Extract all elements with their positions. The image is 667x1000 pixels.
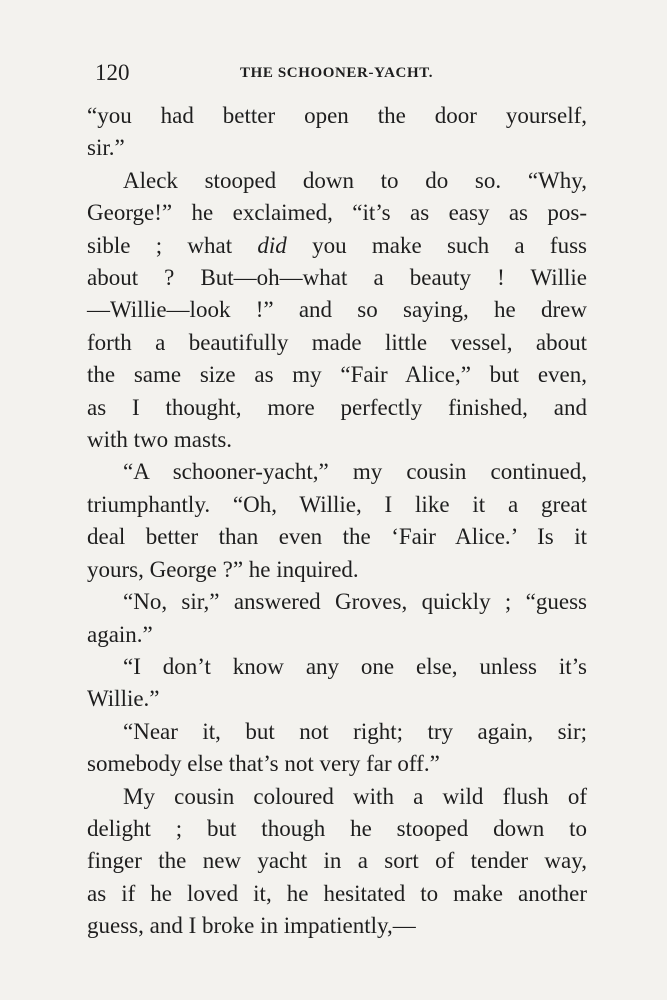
paragraph <box>87 781 587 943</box>
text-line: “you had better open the door yourself, <box>87 103 587 128</box>
paragraph <box>87 165 587 457</box>
page-number: 120 <box>95 60 130 85</box>
text-line: somebody else that’s not very far off.” <box>87 751 440 777</box>
running-title: THE SCHOONER-YACHT. <box>240 65 434 81</box>
paragraph <box>87 456 587 586</box>
paragraph <box>87 716 587 781</box>
emphasis-text: did <box>257 232 287 258</box>
paragraph <box>87 586 587 651</box>
text-line: My cousin coloured with a wild flush of <box>123 783 587 809</box>
paragraph <box>87 651 587 716</box>
text-line: sir.” <box>87 135 125 161</box>
paragraph <box>87 100 587 165</box>
text-segment: you make such a fuss <box>286 232 587 258</box>
body-text <box>87 100 587 943</box>
text-line: delight ; but though he stooped down to <box>87 815 587 841</box>
text-line: the same size as my “Fair Alice,” but even, <box>87 362 587 388</box>
text-line: about ? But—oh—what a beauty ! Willie <box>87 265 587 291</box>
text-line: yours, George ?” he inquired. <box>87 556 359 582</box>
text-line: as if he loved it, he hesitated to make another <box>87 880 587 906</box>
text-line: finger the new yacht in a sort of tender way, <box>87 848 587 874</box>
text-line: Willie.” <box>87 686 160 712</box>
text-line: forth a beautifully made little vessel, about <box>87 329 587 355</box>
text-line: —Willie—look !” and so saying, he drew <box>87 297 587 323</box>
text-line <box>87 230 587 262</box>
text-line: again.” <box>87 621 153 647</box>
text-line: triumphantly. “Oh, Willie, I like it a great <box>87 491 587 517</box>
text-line: “A schooner-yacht,” my cousin continued, <box>123 459 587 485</box>
text-line: as I thought, more perfectly finished, and <box>87 394 587 420</box>
text-line: “I don’t know any one else, unless it’s <box>123 653 587 679</box>
text-line: guess, and I broke in impatiently,— <box>87 913 416 939</box>
text-segment: sible ; what <box>87 232 258 258</box>
text-line: George!” he exclaimed, “it’s as easy as pos- <box>87 200 587 226</box>
text-line: “No, sir,” answered Groves, quickly ; “guess <box>123 589 587 615</box>
text-line: “Near it, but not right; try again, sir; <box>123 718 587 744</box>
text-line: Aleck stooped down to do so. “Why, <box>123 167 587 193</box>
text-line: with two masts. <box>87 427 233 453</box>
text-line: deal better than even the ‘Fair Alice.’ Is it <box>87 524 587 550</box>
page-header <box>87 58 587 88</box>
